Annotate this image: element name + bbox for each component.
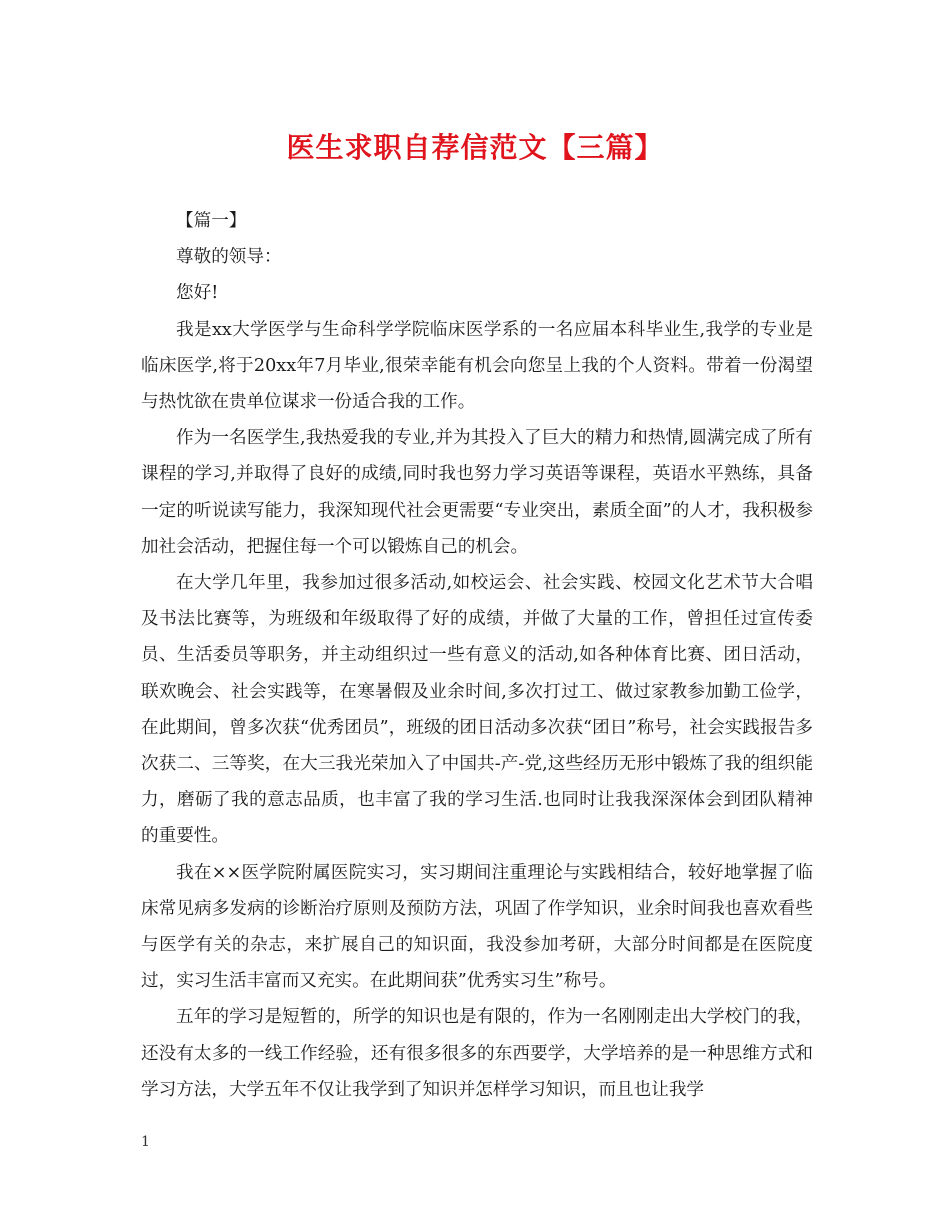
document-body [141, 203, 813, 1108]
salutation: 尊敬的领导： [176, 247, 282, 268]
page-number: 1 [141, 1134, 150, 1150]
document-title: 医生求职自荐信范文【三篇】 [286, 131, 664, 164]
paragraph-1: 我是xx大学医学与生命科学学院临床医学系的一名应届本科毕业生,我学的专业是临床医学,将于20xx年7月毕业,很荣幸能有机会向您呈上我的个人资料。带着一份渴望与热忱欲在贵单位谋求一份适合我的工作。 [141, 319, 813, 413]
paragraph-5: 五年的学习是短暂的，所学的知识也是有限的，作为一名刚刚走出大学校门的我，还没有太多的一线工作经验，还有很多很多的东西要学，大学培养的是一种思维方式和学习方法，大学五年不仅让我学到了知识并怎样学习知识，而且也让我学 [141, 1007, 813, 1100]
section-heading: 【篇一】 [176, 211, 247, 231]
greeting: 您好! [176, 283, 219, 304]
paragraph-3: 在大学几年里，我参加过很多活动,如校运会、社会实践、校园文化艺术节大合唱及书法比赛等，为班级和年级取得了好的成绩，并做了大量的工作，曾担任过宣传委员、生活委员等职务，并主动组织过一些有意义的活动,如各种体育比赛、团日活动，联欢晚会、社会实践等，在寒暑假及业余时间,多次打过工、做过家教参加勤工俭学，在此期间，曾多次获“优秀团员”，班级的团日活动多次获“团日”称号，社会实践报告多次获二、三等奖，在大三我光荣加入了中国共-产-党,这些经历无形中锻炼了我的组织能力，磨砺了我的意志品质，也丰富了我的学习生活.也同时让我我深深体会到团队精神的重要性。 [141, 573, 813, 847]
paragraph-2: 作为一名医学生,我热爱我的专业,并为其投入了巨大的精力和热情,圆满完成了所有课程的学习,并取得了良好的成绩,同时我也努力学习英语等课程，英语水平熟练，具备一定的听说读写能力，我深知现代社会更需要“专业突出，素质全面”的人才，我积极参加社会活动，把握住每一个可以锻炼自己的机会。 [141, 428, 813, 557]
paragraph-4: 我在××医学院附属医院实习，实习期间注重理论与实践相结合，较好地掌握了临床常见病多发病的诊断治疗原则及预防方法，巩固了作学知识，业余时间我也喜欢看些与医学有关的杂志，来扩展自己的知识面，我没参加考研，大部分时间都是在医院度过，实习生活丰富而又充实。在此期间获”优秀实习生”称号。 [141, 862, 813, 992]
